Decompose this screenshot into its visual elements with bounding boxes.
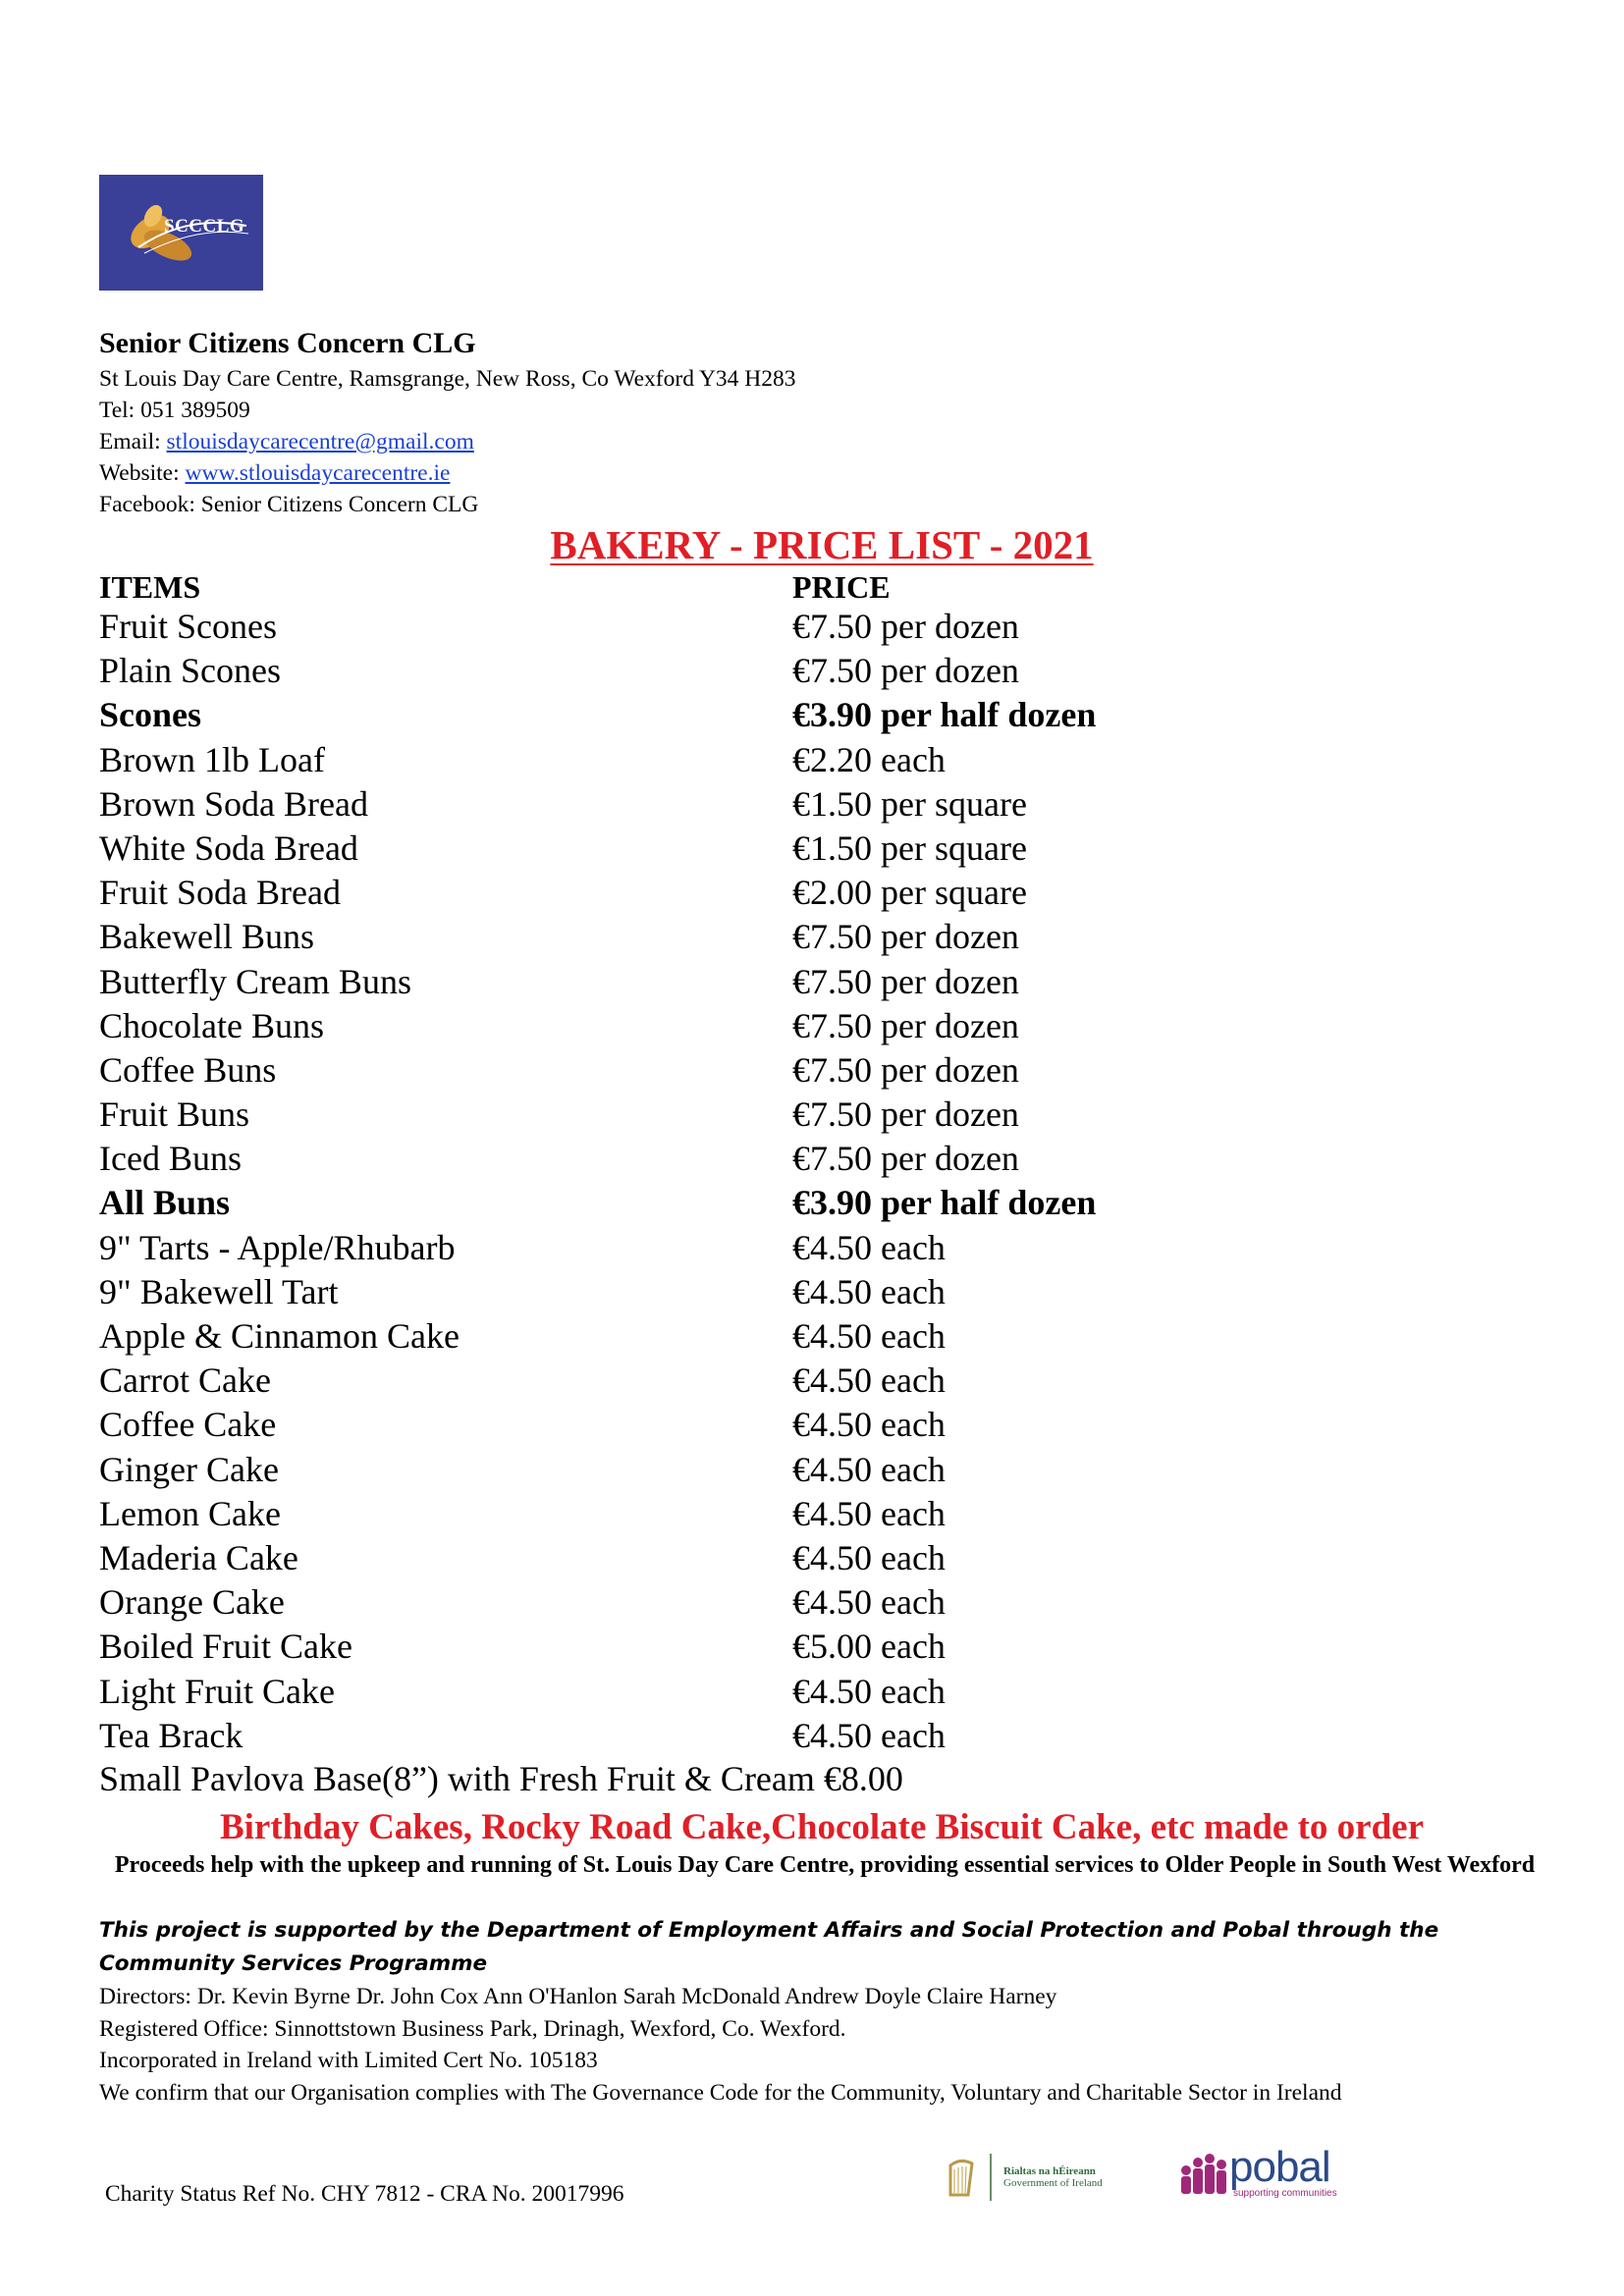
item-price: €7.50 per dozen	[792, 651, 1019, 691]
price-row	[99, 693, 1376, 737]
item-name: Butterfly Cream Buns	[99, 961, 411, 1001]
price-row	[99, 1536, 1376, 1580]
item-name: Ginger Cake	[99, 1449, 279, 1489]
item-price: €1.50 per square	[792, 783, 1027, 824]
price-row	[99, 738, 1376, 782]
item-name: White Soda Bread	[99, 828, 358, 868]
price-row	[99, 960, 1376, 1004]
price-row	[99, 1093, 1376, 1137]
item-name: Boiled Fruit Cake	[99, 1627, 352, 1667]
item-price: €2.20 each	[792, 739, 946, 779]
support-note: This project is supported by the Department of Employment Affairs and Social Protection and Pobal through the Community Services Programme	[99, 1918, 1439, 1976]
item-price: €7.50 per dozen	[792, 961, 1019, 1001]
item-name: Light Fruit Cake	[99, 1671, 335, 1711]
price-row	[99, 605, 1376, 649]
item-name: 9" Tarts - Apple/Rhubarb	[99, 1227, 456, 1267]
item-name: Plain Scones	[99, 651, 281, 691]
item-price: €4.50 each	[792, 1537, 946, 1577]
price-row	[99, 1270, 1376, 1314]
price-row	[99, 1137, 1376, 1181]
item-name: Chocolate Buns	[99, 1005, 324, 1045]
item-name: Apple & Cinnamon Cake	[99, 1316, 460, 1356]
website-label: Website:	[99, 460, 180, 486]
item-name: Fruit Soda Bread	[99, 873, 341, 913]
price-row	[99, 1448, 1376, 1492]
item-name: Lemon Cake	[99, 1493, 281, 1533]
item-name: 9" Bakewell Tart	[99, 1271, 339, 1311]
item-name: Iced Buns	[99, 1139, 242, 1179]
item-price: €4.50 each	[792, 1227, 946, 1267]
org-tel	[99, 395, 796, 426]
directors: Directors: Dr. Kevin Byrne Dr. John Cox Ann O'Hanlon Sarah McDonald Andrew Doyle Claire Harney	[99, 1984, 1057, 2009]
price-row	[99, 1181, 1376, 1225]
price-row	[99, 649, 1376, 693]
pobal-wordmark: pobal	[1229, 2143, 1330, 2191]
website-link[interactable]: www.stlouisdaycarecentre.ie	[185, 460, 451, 486]
item-price: €1.50 per square	[792, 828, 1027, 868]
scc-logo	[99, 175, 263, 291]
price-row	[99, 1492, 1376, 1536]
item-price: €4.50 each	[792, 1361, 946, 1401]
logo-text: SCCCLG	[164, 216, 245, 237]
price-row	[99, 1625, 1376, 1669]
item-price: €4.50 each	[792, 1449, 946, 1489]
item-price: €4.50 each	[792, 1271, 946, 1311]
item-name: Brown 1lb Loaf	[99, 739, 325, 779]
item-price: €3.90 per half dozen	[792, 695, 1097, 735]
gov-logo-line2: Government of Ireland	[1003, 2177, 1103, 2189]
org-website	[99, 457, 796, 489]
facebook-label: Facebook:	[99, 492, 195, 517]
pobal-people-icon	[1176, 2145, 1229, 2204]
item-name: Brown Soda Bread	[99, 783, 368, 824]
registered-office: Registered Office: Sinnottstown Business Park, Drinagh, Wexford, Co. Wexford.	[99, 2015, 846, 2042]
order-note: Birthday Cakes, Rocky Road Cake,Chocolate Biscuit Cake, etc made to order	[219, 1807, 1425, 1847]
tel-value: 051 389509	[140, 398, 250, 423]
price-list	[99, 605, 1376, 1758]
page-title: BAKERY - PRICE LIST - 2021	[550, 522, 1094, 567]
item-price: €7.50 per dozen	[792, 1139, 1019, 1179]
gov-logo-divider	[990, 2154, 992, 2201]
item-name: Coffee Buns	[99, 1049, 277, 1090]
price-row	[99, 1048, 1376, 1093]
government-of-ireland-logo	[943, 2148, 1149, 2207]
item-name: Coffee Cake	[99, 1405, 277, 1445]
facebook-value: Senior Citizens Concern CLG	[200, 492, 479, 517]
charity-status: Charity Status Ref No. CHY 7812 - CRA No. 20017996	[105, 2181, 624, 2207]
item-price: €7.50 per dozen	[792, 1049, 1019, 1090]
price-row	[99, 1714, 1376, 1758]
proceeds-note: Proceeds help with the upkeep and running of St. Louis Day Care Centre, providing essential services to Older People in South West Wexford	[114, 1852, 1536, 1878]
price-row	[99, 871, 1376, 915]
item-name: Fruit Buns	[99, 1095, 250, 1135]
incorporated: Incorporated in Ireland with Limited Cert No. 105183	[99, 2048, 598, 2073]
item-name: Bakewell Buns	[99, 917, 314, 957]
org-info	[99, 324, 796, 520]
item-price: €4.50 each	[792, 1405, 946, 1445]
item-name: Fruit Scones	[99, 607, 278, 646]
item-price: €7.50 per dozen	[792, 607, 1019, 646]
org-address: St Louis Day Care Centre, Ramsgrange, New Ross, Co Wexford Y34 H283	[99, 366, 796, 392]
item-price: €4.50 each	[792, 1493, 946, 1533]
price-row	[99, 827, 1376, 871]
price-row	[99, 1580, 1376, 1625]
items-header: ITEMS	[99, 569, 201, 605]
item-name: Tea Brack	[99, 1715, 244, 1755]
org-name: Senior Citizens Concern CLG	[99, 327, 476, 359]
item-price: €3.90 per half dozen	[792, 1183, 1097, 1223]
item-price: €4.50 each	[792, 1715, 946, 1755]
price-row	[99, 1314, 1376, 1359]
price-header: PRICE	[792, 569, 891, 605]
email-label: Email:	[99, 429, 161, 454]
price-row	[99, 1359, 1376, 1403]
price-row	[99, 1226, 1376, 1270]
price-row	[99, 915, 1376, 959]
pobal-tagline: supporting communities	[1233, 2188, 1337, 2199]
item-price: €7.50 per dozen	[792, 1005, 1019, 1045]
item-price: €5.00 each	[792, 1627, 946, 1667]
price-row	[99, 1403, 1376, 1447]
item-name: All Buns	[99, 1183, 231, 1223]
item-price: €4.50 each	[792, 1671, 946, 1711]
gov-logo-text	[1003, 2165, 1103, 2189]
item-name: Carrot Cake	[99, 1361, 271, 1401]
governance: We confirm that our Organisation complies with The Governance Code for the Community, Voluntary and Charitable Sector in Ireland	[99, 2079, 1342, 2106]
item-price: €7.50 per dozen	[792, 1095, 1019, 1135]
pobal-logo	[1176, 2143, 1343, 2212]
footer-info	[99, 1981, 1572, 2109]
item-name: Scones	[99, 695, 202, 735]
org-email	[99, 426, 796, 457]
item-name: Maderia Cake	[99, 1537, 298, 1577]
tel-label: Tel:	[99, 398, 135, 423]
pavlova-line: Small Pavlova Base(8”) with Fresh Fruit & Cream €8.00	[99, 1759, 903, 1798]
price-row	[99, 782, 1376, 827]
price-row	[99, 1670, 1376, 1714]
item-price: €4.50 each	[792, 1316, 946, 1356]
item-price: €7.50 per dozen	[792, 917, 1019, 957]
gov-logo-line1: Rialtas na hÉireann	[1003, 2165, 1096, 2177]
item-name: Orange Cake	[99, 1582, 285, 1623]
item-price: €4.50 each	[792, 1582, 946, 1623]
price-row	[99, 1004, 1376, 1048]
item-price: €2.00 per square	[792, 873, 1027, 913]
email-link[interactable]: stlouisdaycarecentre@gmail.com	[166, 429, 474, 454]
org-facebook	[99, 489, 796, 520]
harp-icon	[943, 2156, 978, 2199]
